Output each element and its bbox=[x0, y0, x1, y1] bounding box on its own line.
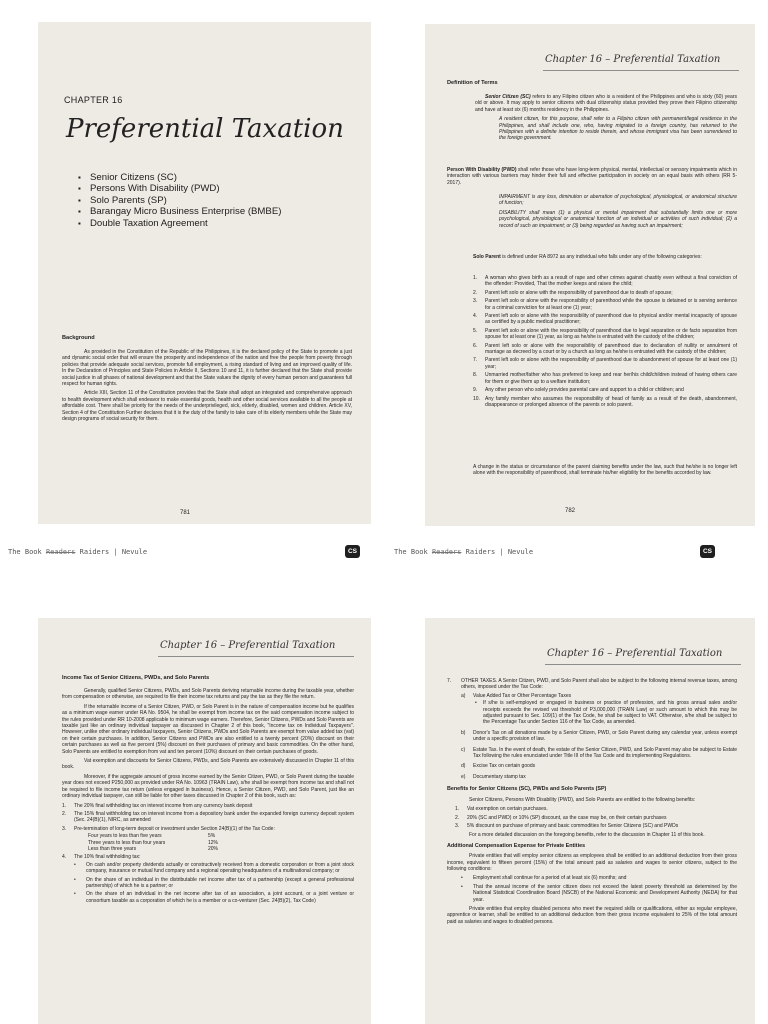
running-header: Chapter 16 – Preferential Taxation bbox=[547, 648, 723, 659]
sub-item: e) Documentary stamp tax bbox=[461, 773, 526, 780]
paragraph: If the returnable income of a Senior Citizen, PWD, or Solo Parent is in the nature of compensation income but he qualifies as a minimum wage earner under RA No. 9504, he shall be exempt from income tax on the said compensation income subject to the rules provided under RR 10-2008 applicable to minimum wage earners. Therefore, Senior Citizens, PWDs and Solo Parents are taxable just like an ordinary individual taxpayer as discussed in Chapter 2 of this book, "Income tax on Individual Taxpayers". However, unlike other ordinary individual taxpayers, Senior Citizens, PWDs and Solo Parents are exempt from value added tax (vat) on their certain purchases. In addition, Senior Citizens and PWDs are also entitled to a twenty percent (20%) discount on their certain purchases as well as five percent (5%) discount on their purchases of primary and basic commodities. On the other hand, Solo Parents are entitled to exemption from vat and ten percent (10%) discount on their certain purchases of goods. bbox=[62, 703, 354, 755]
bullet-item: • That the annual income of the senior citizen does not exceed the latest poverty threshold as determined by the National Statistical Coordination Board (NSCB) of the National Economic and Development Authority (NEDA) for that year. bbox=[461, 883, 737, 903]
section-heading: Income Tax of Senior Citizens, PWDs, and Solo Parents bbox=[62, 675, 210, 681]
book-page-781 bbox=[38, 22, 371, 524]
running-header: Chapter 16 – Preferential Taxation bbox=[545, 54, 721, 65]
camscanner-badge: CS bbox=[345, 545, 360, 558]
bullet-list bbox=[74, 862, 354, 904]
list-item: 1. A woman who gives birth as a result of rape and other crimes against chastity even without a final conviction of the offender: Provided, That the mother keeps and raises the child; bbox=[473, 275, 737, 288]
bullet-item: • On the share of an individual in the distributable net income after tax of a partnership (except a general professional partnership) of which he is a partner; or bbox=[74, 876, 354, 889]
list-item: 3. 5% discount on purchase of primary and basic commodities for Senior Citizens (SC) and PWDs bbox=[455, 822, 679, 829]
solo-parent-list bbox=[473, 275, 737, 410]
list-item: 1. Vat exemption on certain purchases. bbox=[455, 806, 548, 813]
sub-item: b) Donor's Tax on all donations made by a Senior Citizen, PWD, or Solo Parent during any calendar year, unless exempt under a specific provision of law. bbox=[461, 729, 737, 743]
topic-item: ▪ Double Taxation Agreement bbox=[78, 218, 281, 229]
note: IMPAIRMENT is any loss, diminution or aberration of psychological, physiological, or anatomical structure of function; bbox=[499, 194, 737, 207]
list-item: 9. Any other person who solely provides parental care and support to a child or children; and bbox=[473, 387, 684, 394]
list-item: 8. Unmarried mother/father who has preferred to keep and rear her/his child/children instead of having others care for them or give them up to a welfare institution; bbox=[473, 372, 737, 385]
list-item: 7. Parent left solo or alone with the responsibility of parenthood due to abandonment of spouse for at least one (1) year; bbox=[473, 357, 737, 370]
background-text bbox=[62, 349, 352, 425]
change-note: A change in the status or circumstance of the parent claiming benefits under the law, such that he/she is no longer left alone with the responsibility of parenthood, shall terminate his/her eligibility for the benefits accorded by law. bbox=[473, 464, 737, 477]
paragraph: Generally, qualified Senior Citizens, PWDs, and Solo Parents deriving returnable income during the taxable year, whether from compensation or otherwise, are required to file their income tax returns and pay the tax as they file the return. bbox=[62, 688, 354, 701]
list-item: 6. Parent left solo or alone with the responsibility of parenthood due to declaration of nullity or annulment of marriage as decreed by a court or by a church as long as he/she is entrusted with the custody of the children; bbox=[473, 342, 737, 356]
book-page-784 bbox=[425, 618, 755, 1024]
definitions: Senior Citizen (SC) refers to any Filipino citizen who is a resident of the Philippines and who is sixty (60) years old or above. It may apply to senior citizens with dual citizenship status provided they prove their Filipino citizenship and have at least six (6) months residency in the Philippines. A resident citizen, for this purpose, shall refer to a Filipino citizen with permanent/legal residence in the Philippines, and shall include one, who, having migrated to a foreign country, has returned to the Philippines with a definite intention to reside therein, and whose immigrant visa has been surrendered to the foreign government. bbox=[475, 94, 737, 142]
header-rule bbox=[158, 656, 354, 657]
note: A resident citizen, for this purpose, shall refer to a Filipino citizen with permanent/legal residence in the Philippines, and shall include one, who, having migrated to a foreign country, has returned to the Philippines with a definite intention to reside therein, and whose immigrant visa has been surrendered to the foreign government. bbox=[499, 116, 737, 142]
chapter-label: CHAPTER 16 bbox=[64, 95, 123, 105]
pwd-definition: Person With Disability (PWD) shall refer those who have long-term physical, mental, intellectual or sensory impairments which in interaction with various barriers may hinder their full and effective participation in society on an equal basis with others (RR 5-2017). bbox=[447, 167, 737, 186]
list-item: 2. 20% (SC and PWD) or 10% (SP) discount, as the case may be, on their certain purchases bbox=[455, 814, 667, 821]
paragraph: Private entities that employ disabled persons who meet the required skills or qualifications, either as regular employee, apprentice or learner, shall be entitled to an additional deduction from their gross income equivalent to 25% of the total amount paid as salaries and wages to disabled persons. bbox=[447, 905, 737, 925]
paragraph: Senior Citizens, Persons With Disability (PWD), and Solo Parents are entitled to the following benefits: bbox=[469, 796, 696, 803]
book-page-782 bbox=[425, 24, 755, 526]
background-heading: Background bbox=[62, 335, 95, 341]
section-heading: Definition of Terms bbox=[447, 80, 498, 86]
topic-item: ▪ Solo Parents (SP) bbox=[78, 195, 281, 206]
paragraph: Moreover, if the aggregate amount of gross income earned by the Senior Citizen, PWD, or Solo Parent during the taxable year does not exceed P250,000 as provided under RA No. 10963 (TRAIN Law), s/he shall be exempt from income tax and shall not be required to file income tax return (unless engaged in business). Hence, a Senior Citizen, PWD, and Solo Parent, just like an ordinary individual taxpayer, can still be liable for other taxes discussed in Chapter 2 of this book, such as: bbox=[62, 773, 354, 800]
list-item: 5. Parent left solo or alone with the responsibility of parenthood due to legal separation or de facto separation from spouse for at least one (1) year, as long as he/she is entrusted with the custody of the children; bbox=[473, 327, 737, 341]
paragraph: Private entities that will employ senior citizens as employees shall be entitled to an additional deduction from their gross income, equivalent to fifteen percent (15%) of the total amount paid as salaries and wages to senior citizens, subject to the following conditions: bbox=[447, 853, 737, 872]
term: Senior Citizen (SC) bbox=[485, 94, 531, 100]
list-item: 4. Parent left solo or alone with the responsibility of parenthood due to physical and/or mental incapacity of spouse as certified by a public medical practitioner; bbox=[473, 313, 737, 326]
background-paragraph: Article XIII, Section 11 of the Constitution provides that the State shall adopt an integrated and comprehensive approach to health development which shall endeavor to make essential goods, health and other social services available to all the people at affordable cost. There shall be priority for the needs of the underprivileged, sick, elderly, disabled, women and children. Article XV, Section 4 of the Constitution Further declares that it is the duty of the family to take care of its elderly members while the State may design programs of social security for them. bbox=[62, 390, 352, 423]
pwd-notes bbox=[499, 194, 737, 232]
term: Person With Disability (PWD) bbox=[447, 167, 517, 173]
benefits-list bbox=[447, 806, 737, 829]
topic-item: ▪ Senior Citizens (SC) bbox=[78, 172, 281, 183]
chapter-title: Preferential Taxation bbox=[66, 114, 344, 144]
page-number: 782 bbox=[565, 508, 576, 514]
sub-item: a) Value Added Tax or Other Percentage Taxes bbox=[461, 692, 572, 699]
list-item: 2. Parent left solo or alone with the responsibility of parenthood due to death of spouse; bbox=[473, 289, 673, 296]
book-page-783 bbox=[38, 618, 371, 1024]
list-item: 7. OTHER TAXES. A Senior Citizen, PWD, and Solo Parent shall also be subject to the following internal revenue taxes, among others, imposed under the Tax Code: bbox=[447, 678, 737, 691]
list-item: 1. The 20% final withholding tax on interest income from any currency bank deposit bbox=[62, 802, 253, 809]
note: DISABILITY shall mean (1) a physical or mental impairment that substantially limits one or more psychological, physiological or anatomical function of an individual or activities of such individual; (2) a record of such an impairment; or (3) being regarded as having such an impairment; bbox=[499, 209, 737, 229]
paragraph: Vat exemption and discounts for Senior Citizens, PWDs, and Solo Parents are extensively discussed in Chapter 11 of this book. bbox=[62, 758, 354, 771]
bullet-item: • Employment shall continue for a period of at least six (6) months; and bbox=[461, 875, 627, 882]
watermark-footer: The Book Readers Raiders | Nevule bbox=[394, 548, 534, 556]
bullet-list bbox=[447, 875, 737, 903]
topic-list bbox=[78, 172, 281, 229]
sub-item: c) Estate Tax. In the event of death, the estate of the Senior Citizen, PWD, and Solo Parent may also be subject to Estate Tax following the rules enunciated under Title III of the Tax Code and its implementing Regulations. bbox=[461, 746, 737, 760]
page-number: 781 bbox=[180, 510, 191, 516]
bullet-item: • If s/he is self-employed or engaged in business or practice of profession, and his gross annual sales and/or receipts exceeds the revised vat threshold of P3,000,000 (TRAIN Law) or such amount to which this may be adjusted pursuant to Sec. 109(1) of the Tax Code, he shall be subject to VAT. Otherwise, s/he shall be subject to the Percentage Tax under Section 116 of the Tax Code, as amended. bbox=[475, 700, 737, 726]
background-paragraph: As provided in the Constitution of the Republic of the Philippines, it is the declared policy of the State to promote a just and dynamic social order that will ensure the prosperity and independence of the nation and free the people from poverty through policies that provide adequate social services, promote full employment, a rising standard of living and an improved quality of life. In the Declaration of Principles and State Policies in Article II, Sections 10 and 11, it is further declared that the State shall provide social justice in all phases of national development and that the State values the dignity of every human person and guarantees full respect for human rights. bbox=[62, 349, 352, 388]
bullet-item: • On cash and/or property dividends actually or constructively received from a domestic corporation or from a joint stock company, insurance or mutual fund company and a regional operating headquarters of a multinational company; or bbox=[74, 861, 354, 875]
tax-list bbox=[62, 803, 354, 905]
list-item: 10. Any family member who assumes the responsibility of head of family as a result of the death, abandonment, disappearance or prolonged absence of the parents or solo parent. bbox=[473, 395, 737, 408]
header-rule bbox=[543, 70, 739, 71]
running-header: Chapter 16 – Preferential Taxation bbox=[160, 640, 336, 651]
section-heading: Additional Compensation Expense for Private Entities bbox=[447, 842, 586, 849]
topic-item: ▪ Barangay Micro Business Enterprise (BMBE) bbox=[78, 206, 281, 217]
rate-table: Four years to less than five years 5% Three years to less than four years 12% Less than three years 20% bbox=[88, 833, 219, 852]
header-rule bbox=[545, 664, 741, 665]
bullet-item: • On the share of an individual in the net income after tax of an association, a joint account, or a joint venture or consortium taxable as a corporation of which he is a member or a co-venturer (Sec. 24(B)(2), Tax Code) bbox=[74, 891, 354, 904]
topic-item: ▪ Persons With Disability (PWD) bbox=[78, 183, 281, 194]
list-item: 2. The 15% final withholding tax on interest income from a depository bank under the expanded foreign currency deposit system (Sec. 24(B)(1), NIRC, as amended bbox=[62, 810, 354, 824]
term: Solo Parent bbox=[473, 254, 501, 260]
section-heading: Benefits for Senior Citizens (SC), PWDs and Solo Parents (SP) bbox=[447, 786, 607, 793]
income-tax-text bbox=[62, 688, 354, 906]
other-taxes bbox=[447, 678, 737, 928]
watermark-footer: The Book Readers Raiders | Nevule bbox=[8, 548, 148, 556]
list-item: 3. Parent left solo or alone with the responsibility of parenthood while the spouse is detained or is serving sentence for a criminal conviction for at least one (1) year; bbox=[473, 298, 737, 311]
list-item: 3. Pre-termination of long-term deposit or investment under Section 24(B)(1) of the Tax Code: Four years to less than five years 5% Three years to less than four years 12% Less than three years 20% bbox=[62, 826, 354, 853]
camscanner-badge: CS bbox=[700, 545, 715, 558]
paragraph: For a more detailed discussion on the foregoing benefits, refer to the discussion in Chapter 11 of this book. bbox=[469, 832, 705, 839]
sub-item: d) Excise Tax on certain goods bbox=[461, 763, 536, 770]
solo-parent-definition: Solo Parent is defined under RA 8972 as any individual who falls under any of the following categories: bbox=[473, 254, 702, 260]
list-item: 4. The 10% final withholding tax: • On cash and/or property dividends actually or constructively received from a domestic corporation or from a joint stock company, insurance or mutual fund company and a regional operating headquarters of a multinational company; or • On the share of an individual in the distributable net income after tax of a partnership (except a general professional partnership) of which he is a partner; or • On the share of an individual in the net income after tax of an association, a joint account, or a joint venture or consortium taxable as a corporation of which he is a member or a co-venturer (Sec. 24(B)(2), Tax Code) bbox=[62, 854, 354, 904]
